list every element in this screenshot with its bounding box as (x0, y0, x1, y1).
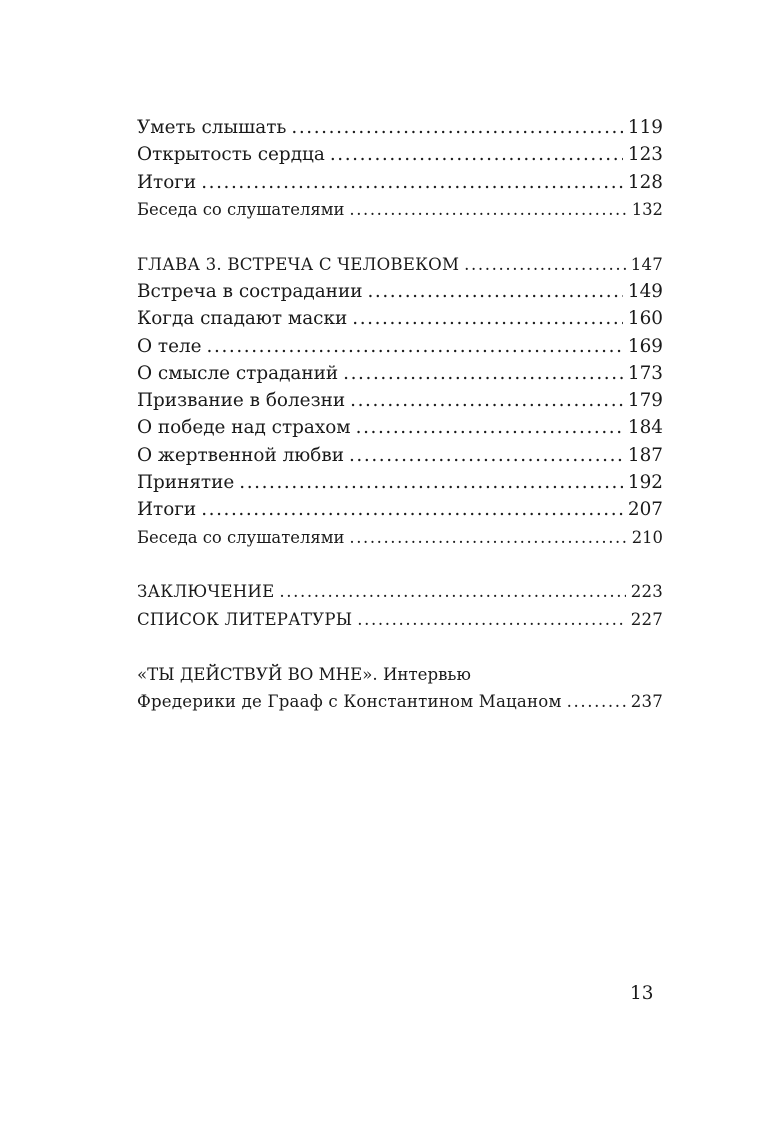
toc-entry-title: О победе над страхом (137, 417, 351, 439)
toc-entry-page: 237 (630, 691, 663, 711)
dot-leader (201, 169, 623, 196)
dot-leader (350, 387, 623, 414)
toc-entry-title: О теле (137, 335, 202, 357)
dot-leader (330, 141, 623, 168)
toc-entry (137, 524, 663, 551)
toc-entry-page: 132 (631, 199, 663, 219)
toc-entry-title: Фредерики де Грааф с Константином Мацаном (137, 691, 562, 711)
toc-entry-page: 160 (627, 308, 663, 330)
toc-entry-title: Принятие (137, 472, 235, 494)
toc-interview-heading: «ТЫ ДЕЙСТВУЙ ВО МНЕ». Интервью (137, 664, 471, 684)
toc-entry (137, 360, 663, 387)
table-of-contents (137, 114, 663, 715)
toc-entry-page: 227 (630, 609, 663, 629)
toc-entry-page: 123 (627, 144, 663, 166)
toc-entry-title: Итоги (137, 499, 197, 521)
toc-entry-page: 128 (627, 171, 663, 193)
toc-entry-title: О жертвенной любви (137, 444, 344, 466)
dot-leader (357, 606, 625, 633)
toc-entry-page: 210 (631, 527, 663, 547)
page-number: 13 (630, 983, 654, 1004)
dot-leader (343, 360, 623, 387)
toc-entry (137, 333, 663, 360)
toc-chapter-entry (137, 578, 663, 605)
toc-entry-title: Встреча в сострадании (137, 280, 363, 302)
section-gap (137, 551, 663, 579)
dot-leader (349, 442, 623, 469)
dot-leader (356, 414, 623, 441)
toc-entry-title: Уметь слышать (137, 117, 287, 138)
dot-leader (349, 524, 626, 551)
dot-leader (352, 305, 623, 332)
toc-entry-title: Итоги (137, 171, 197, 193)
toc-entry (137, 688, 663, 715)
toc-entry (137, 414, 663, 441)
toc-entry (137, 305, 663, 332)
toc-entry-title: Беседа со слушателями (137, 199, 345, 219)
toc-entry (137, 114, 663, 141)
section-gap (137, 223, 663, 251)
toc-entry-page: 179 (627, 390, 663, 412)
toc-entry (137, 141, 663, 168)
toc-chapter-entry (137, 606, 663, 633)
toc-entry-title: СПИСОК ЛИТЕРАТУРЫ (137, 609, 353, 629)
toc-entry-page: 149 (627, 280, 663, 302)
toc-entry-title: Беседа со слушателями (137, 527, 345, 547)
toc-entry (137, 496, 663, 523)
toc-entry (137, 169, 663, 196)
toc-chapter-entry (137, 251, 663, 278)
section-gap (137, 633, 663, 661)
toc-entry (137, 469, 663, 496)
toc-entry-title: ГЛАВА 3. ВСТРЕЧА С ЧЕЛОВЕКОМ (137, 254, 460, 274)
toc-entry-title: Открытость сердца (137, 144, 325, 166)
toc-entry-page: 187 (627, 444, 663, 466)
toc-entry-page: 147 (630, 254, 663, 274)
toc-entry (137, 278, 663, 305)
toc-entry-page: 119 (627, 117, 663, 138)
toc-entry-title: Призвание в болезни (137, 390, 346, 412)
dot-leader (201, 496, 623, 523)
toc-entry-title: ЗАКЛЮЧЕНИЕ (137, 582, 275, 602)
dot-leader (349, 196, 626, 223)
toc-entry-page: 169 (627, 335, 663, 357)
dot-leader (464, 251, 626, 278)
toc-entry-title: Когда спадают маски (137, 308, 348, 330)
dot-leader (367, 278, 622, 305)
toc-entry-page: 173 (627, 362, 663, 384)
toc-entry-page: 223 (630, 582, 663, 602)
dot-leader (279, 578, 625, 605)
toc-entry (137, 387, 663, 414)
toc-entry-page: 207 (627, 499, 663, 521)
dot-leader (207, 333, 623, 360)
dot-leader (239, 469, 623, 496)
toc-entry-title: О смысле страданий (137, 362, 339, 384)
toc-entry (137, 442, 663, 469)
toc-entry-page: 184 (627, 417, 663, 439)
toc-entry (137, 196, 663, 223)
dot-leader (291, 114, 623, 141)
dot-leader (567, 688, 626, 715)
toc-entry-page: 192 (627, 472, 663, 494)
